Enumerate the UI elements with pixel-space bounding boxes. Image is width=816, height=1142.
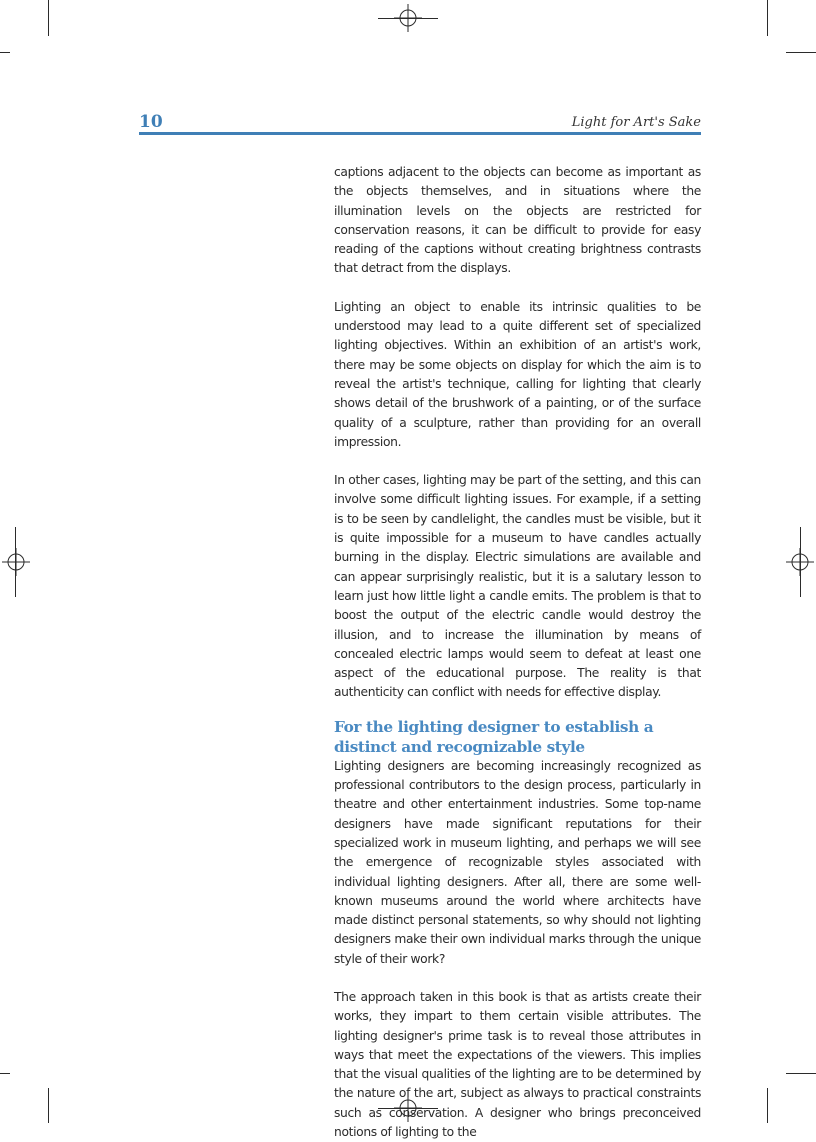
registration-line-right xyxy=(800,527,801,597)
paragraph-intrinsic-qualities: Lighting an object to enable its intrinsic qualities to be understood may lead to a quite different set of specialized lighting objectives. Within an exhibition of an artist's work, there may be some objects on display for which the aim is to reveal the artist's technique, calling for lighting that clearly shows detail of the brushwork of a painting, or of the surface quality of a sculpture, rather than providing for an overall impression. xyxy=(334,299,701,449)
paragraph-setting: In other cases, lighting may be part of the setting, and this can involve some difficult lighting issues. For example, if a setting is to be seen by candlelight, the candles must be visible, but it is quite impossible for a museum to have candles actually burning in the display. Electric simulations are available and can appear surprisingly realistic, but it is a salutary lesson to learn just how little light a candle emits. The problem is that to boost the output of the electric candle would destroy the illusion, and to increase the illumination by means of concealed electric lamps would seem to defeat at least one aspect of the educational purpose. The reality is that authenticity can conflict with needs for effective display. xyxy=(334,473,701,700)
paragraph-lighting-designers: Lighting designers are becoming increasingly recognized as professional contributors to the design process, particularly in theatre and other entertainment industries. Some top-name designers have made significant reputations for their specialized work in museum lighting, and perhaps we will see the emergence of recognizable styles associated with individual lighting designers. After all, there are some well-known museums around the world where architects have made distinct personal statements, so why should not lighting designers make their own individual marks through the unique style of their work? xyxy=(334,758,701,966)
crop-mark-top-left-vertical xyxy=(48,0,49,36)
header-rule xyxy=(139,132,701,135)
paragraph-approach: The approach taken in this book is that as artists create their works, they impart to them certain visible attributes. The lighting designer's prime task is to reveal those attributes in ways that meet the expectations of the viewers. This implies that the visual qualities of the lighting are to be determined by the nature of the art, subject as always to practical constraints such as conservation. A designer who brings preconceived notions of lighting to the xyxy=(334,989,701,1140)
registration-line-top xyxy=(378,18,438,19)
running-title: Light for Art's Sake xyxy=(571,115,701,130)
crop-mark-top-right-vertical xyxy=(767,0,768,36)
crop-mark-bottom-right-horizontal xyxy=(786,1073,816,1074)
registration-line-left xyxy=(15,527,16,597)
crop-mark-bottom-left-vertical xyxy=(48,1088,49,1123)
crop-mark-top-left-horizontal xyxy=(0,52,10,53)
registration-mark-left-icon xyxy=(2,548,30,576)
crop-mark-top-right-horizontal xyxy=(786,52,816,53)
crop-mark-bottom-left-horizontal xyxy=(0,1073,10,1074)
body-text-column xyxy=(334,163,701,1142)
section-heading: For the lighting designer to establish a distinct and recognizable style xyxy=(334,717,654,756)
crop-mark-bottom-right-vertical xyxy=(767,1088,768,1123)
paragraph-captions: captions adjacent to the objects can become as important as the objects themselves, and in situations where the illumination levels on the objects are restricted for conservation reasons, it can be difficult to provide for easy reading of the captions without creating brightness contrasts that detract from the displays. xyxy=(334,165,701,276)
page-number: 10 xyxy=(139,112,163,132)
